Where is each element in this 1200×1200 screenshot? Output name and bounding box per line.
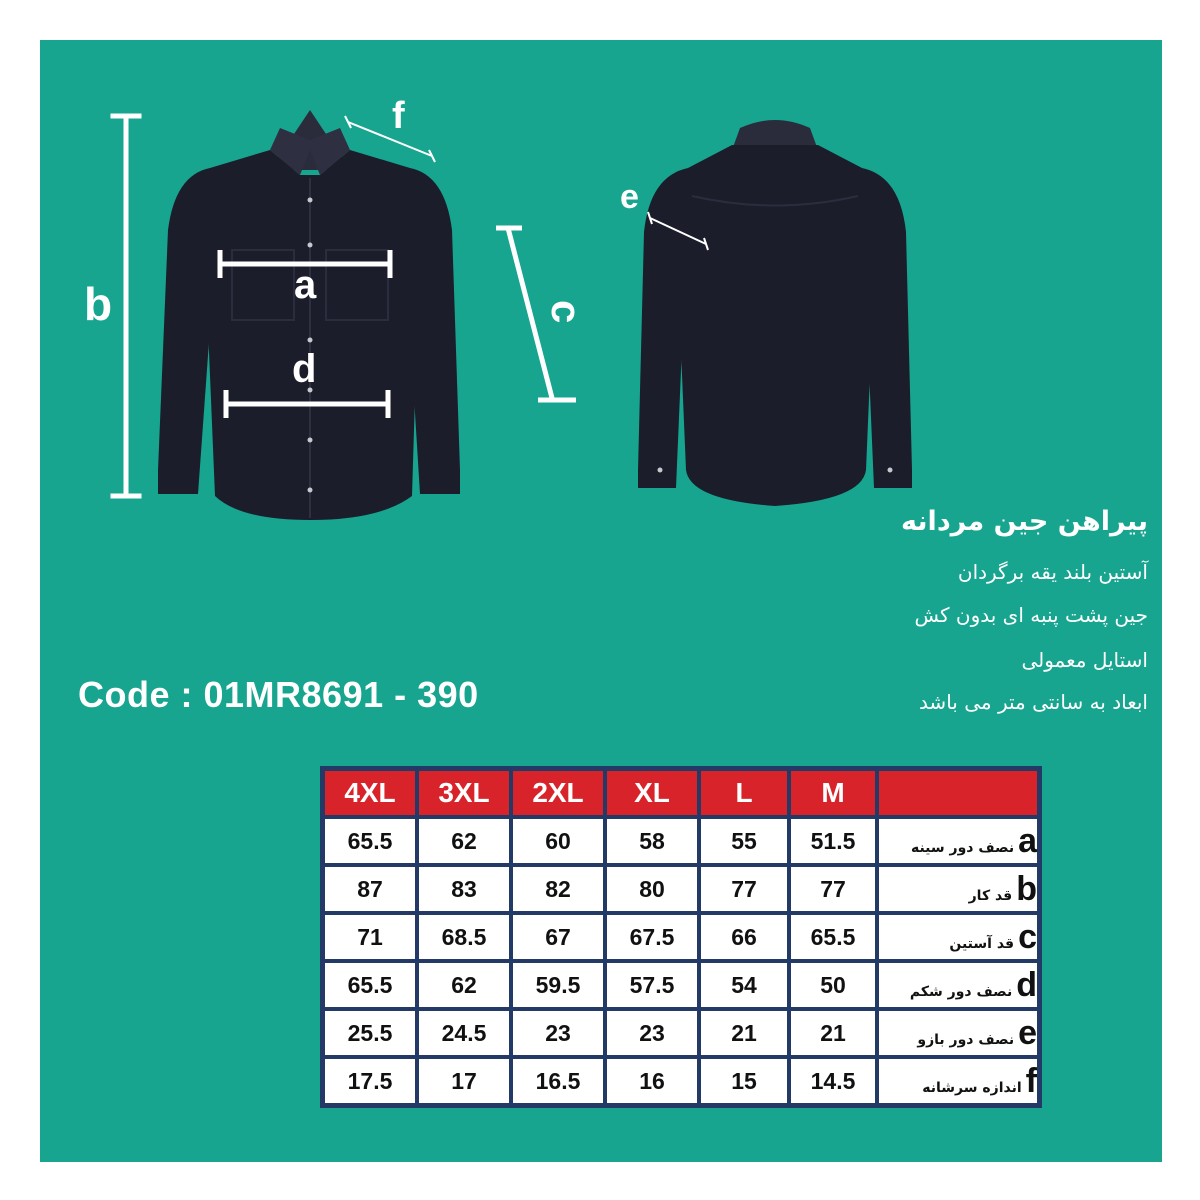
table-cell: 51.5	[789, 817, 877, 865]
row-label	[877, 1009, 1039, 1057]
table-row	[323, 1009, 1039, 1057]
row-name: قد کار	[968, 887, 1013, 904]
table-cell: 65.5	[323, 817, 417, 865]
table-row	[323, 817, 1039, 865]
table-cell: 17	[417, 1057, 511, 1105]
measure-b-line	[113, 116, 139, 496]
table-cell: 83	[417, 865, 511, 913]
row-letter: b	[1016, 869, 1037, 908]
size-header-label	[877, 769, 1039, 817]
description-line: آستین بلند یقه برگردان	[957, 560, 1148, 584]
measure-d-label: d	[292, 347, 317, 391]
table-cell: 50	[789, 961, 877, 1009]
table-row	[323, 1057, 1039, 1105]
description-line: جین پشت پنبه ای بدون کش	[914, 603, 1148, 627]
table-cell: 23	[511, 1009, 605, 1057]
row-letter: c	[1018, 917, 1037, 956]
table-cell: 17.5	[323, 1057, 417, 1105]
table-cell: 87	[323, 865, 417, 913]
row-name: نصف دور بازو	[917, 1031, 1015, 1048]
row-letter: d	[1016, 965, 1037, 1004]
table-cell: 54	[699, 961, 789, 1009]
row-name: قد آستین	[949, 935, 1015, 952]
row-label	[877, 961, 1039, 1009]
table-cell: 25.5	[323, 1009, 417, 1057]
table-cell: 67	[511, 913, 605, 961]
description-line: استایل معمولی	[1021, 648, 1148, 672]
description-line: ابعاد به سانتی متر می باشد	[918, 690, 1148, 714]
table-cell: 77	[699, 865, 789, 913]
table-cell: 57.5	[605, 961, 699, 1009]
table-cell: 15	[699, 1057, 789, 1105]
measure-e-label: e	[620, 178, 639, 216]
table-cell: 80	[605, 865, 699, 913]
table-cell: 67.5	[605, 913, 699, 961]
table-row	[323, 913, 1039, 961]
size-chart-table	[320, 766, 1042, 1108]
row-letter: e	[1018, 1013, 1037, 1052]
size-header-2xl: 2XL	[511, 769, 605, 817]
table-cell: 62	[417, 961, 511, 1009]
shirt-back-image	[638, 120, 912, 506]
table-cell: 82	[511, 865, 605, 913]
row-label	[877, 865, 1039, 913]
table-row	[323, 865, 1039, 913]
table-cell: 71	[323, 913, 417, 961]
row-letter: f	[1025, 1061, 1037, 1100]
size-header-4xl: 4XL	[323, 769, 417, 817]
measure-c-label: c	[543, 300, 590, 324]
size-header-l: L	[699, 769, 789, 817]
size-header-3xl: 3XL	[417, 769, 511, 817]
row-label	[877, 817, 1039, 865]
table-cell: 60	[511, 817, 605, 865]
measure-b-label: b	[84, 278, 113, 330]
table-cell: 66	[699, 913, 789, 961]
product-code: Code : 01MR8691 - 390	[78, 674, 479, 715]
table-cell: 77	[789, 865, 877, 913]
row-label	[877, 913, 1039, 961]
table-cell: 21	[699, 1009, 789, 1057]
shirt-front-image	[158, 110, 460, 520]
size-header-xl: XL	[605, 769, 699, 817]
row-name: نصف دور شکم	[909, 983, 1013, 1000]
table-cell: 21	[789, 1009, 877, 1057]
size-header-m: M	[789, 769, 877, 817]
size-header-row	[323, 769, 1039, 817]
table-cell: 58	[605, 817, 699, 865]
table-cell: 68.5	[417, 913, 511, 961]
table-cell: 55	[699, 817, 789, 865]
table-cell: 14.5	[789, 1057, 877, 1105]
table-cell: 24.5	[417, 1009, 511, 1057]
table-row	[323, 961, 1039, 1009]
product-title: پیراهن جین مردانه	[901, 506, 1148, 537]
table-cell: 16.5	[511, 1057, 605, 1105]
measure-f-label: f	[392, 95, 405, 137]
measure-a-label: a	[294, 263, 317, 307]
row-name: اندازه سرشانه	[922, 1079, 1022, 1096]
table-cell: 23	[605, 1009, 699, 1057]
table-cell: 65.5	[323, 961, 417, 1009]
table-cell: 65.5	[789, 913, 877, 961]
row-name: نصف دور سینه	[910, 839, 1015, 856]
table-cell: 59.5	[511, 961, 605, 1009]
table-cell: 62	[417, 817, 511, 865]
table-cell: 16	[605, 1057, 699, 1105]
row-label	[877, 1057, 1039, 1105]
row-letter: a	[1018, 821, 1037, 860]
